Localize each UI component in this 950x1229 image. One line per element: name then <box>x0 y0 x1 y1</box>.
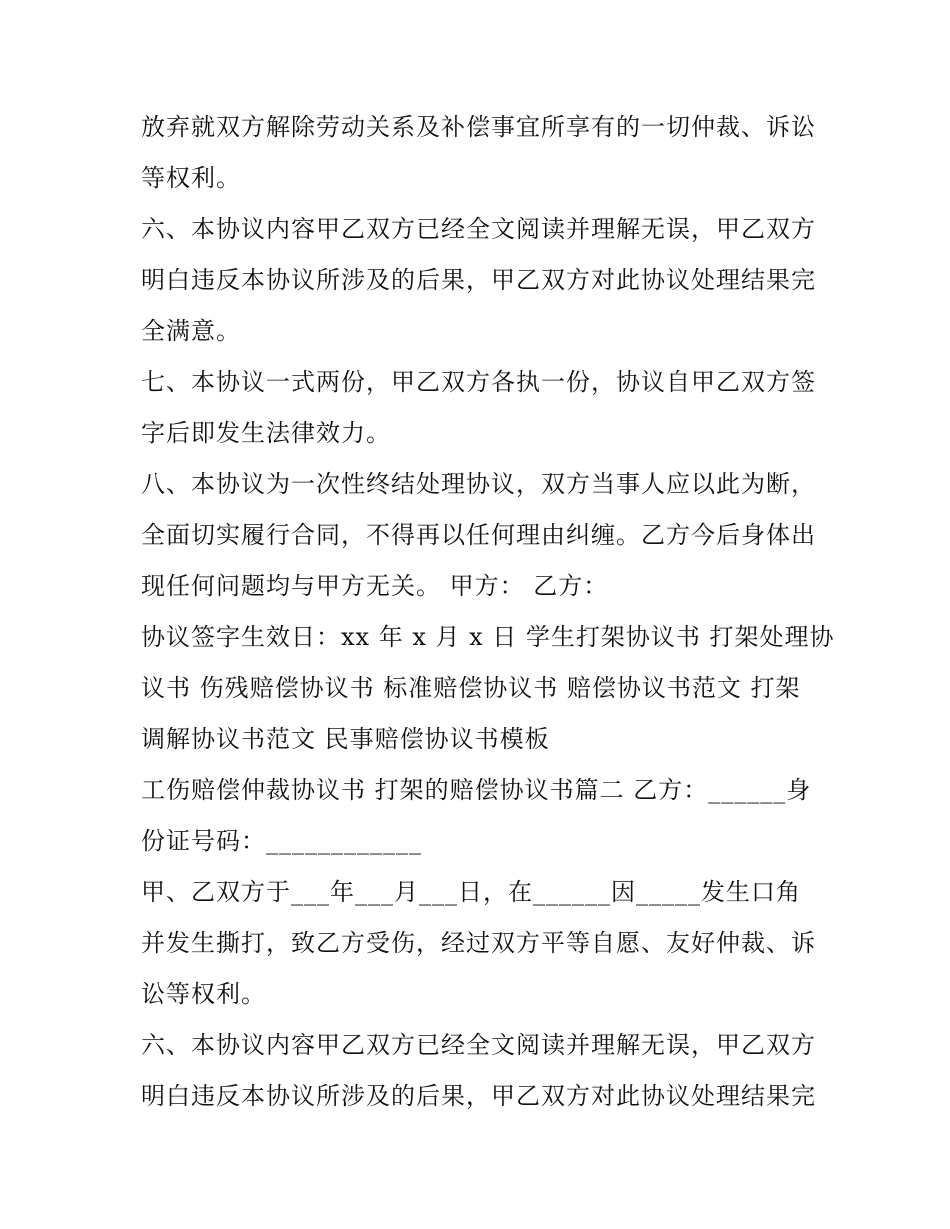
text-line: 工伤赔偿仲裁协议书 打架的赔偿协议书篇二 乙方：______身 <box>141 776 812 804</box>
text-line: 份证号码：____________ <box>141 827 422 855</box>
text-line: 六、本协议内容甲乙双方已经全文阅读并理解无误，甲乙双方 <box>141 1031 816 1059</box>
text-line: 并发生撕打，致乙方受伤，经过双方平等自愿、友好仲裁、诉 <box>141 929 816 957</box>
text-line: 甲、乙双方于___年___月___日，在______因_____发生口角 <box>141 878 801 906</box>
text-line: 字后即发生法律效力。 <box>141 419 391 447</box>
text-line: 现任何问题均与甲方无关。 甲方： 乙方： <box>141 572 609 600</box>
text-line: 调解协议书范文 民事赔偿协议书模板 <box>141 725 550 753</box>
text-line: 六、本协议内容甲乙双方已经全文阅读并理解无误，甲乙双方 <box>141 215 816 243</box>
text-line: 全满意。 <box>141 317 241 345</box>
text-line: 讼等权利。 <box>141 980 266 1008</box>
text-line: 放弃就双方解除劳动关系及补偿事宜所享有的一切仲裁、诉讼 <box>141 113 816 141</box>
text-line: 议书 伤残赔偿协议书 标准赔偿协议书 赔偿协议书范文 打架 <box>141 674 801 702</box>
text-line: 明白违反本协议所涉及的后果，甲乙双方对此协议处理结果完 <box>141 1082 816 1110</box>
text-line: 等权利。 <box>141 164 241 192</box>
text-line: 八、本协议为一次性终结处理协议，双方当事人应以此为断， <box>141 470 816 498</box>
document-body <box>141 102 835 1122</box>
text-line: 协议签字生效日：xx 年 x 月 x 日 学生打架协议书 打架处理协 <box>141 623 835 651</box>
text-line: 全面切实履行合同，不得再以任何理由纠缠。乙方今后身体出 <box>141 521 816 549</box>
text-line: 明白违反本协议所涉及的后果，甲乙双方对此协议处理结果完 <box>141 266 816 294</box>
text-line: 七、本协议一式两份，甲乙双方各执一份，协议自甲乙双方签 <box>141 368 816 396</box>
